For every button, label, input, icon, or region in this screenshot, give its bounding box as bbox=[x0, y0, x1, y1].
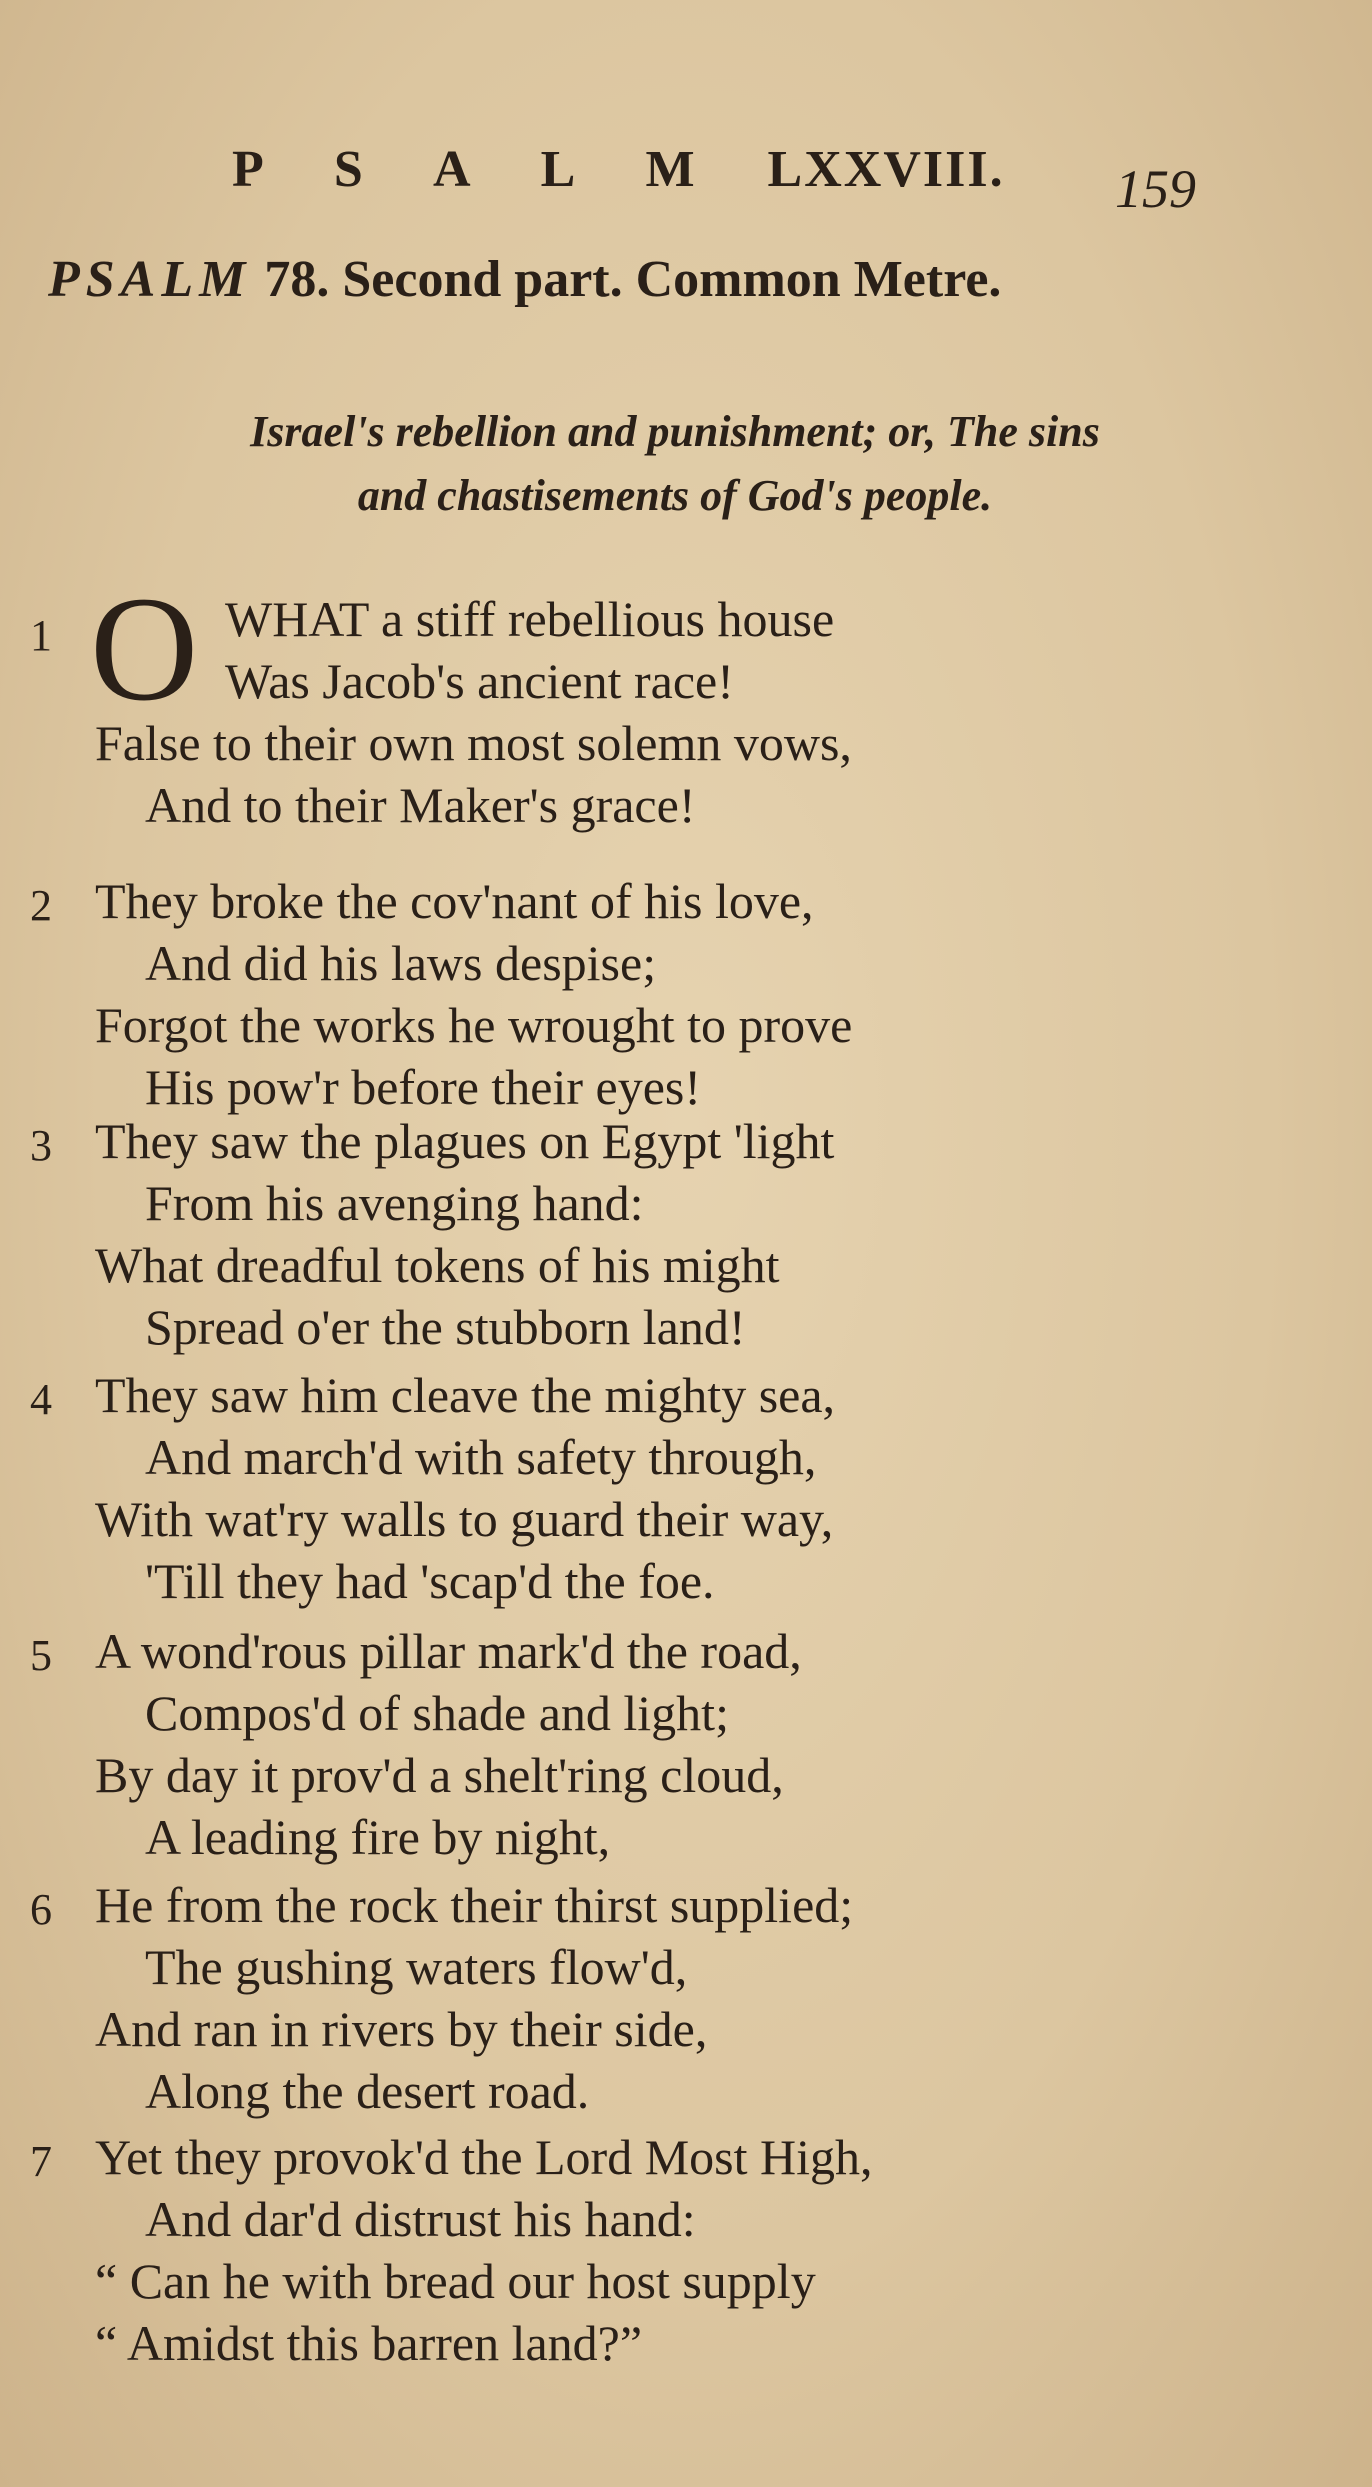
page-number: 159 bbox=[1115, 159, 1196, 219]
stanza-number: 7 bbox=[30, 2137, 52, 2186]
subtitle-line-1: Israel's rebellion and punishment; or, The sins bbox=[250, 407, 1100, 456]
verse-line: A leading fire by night, bbox=[145, 1809, 611, 1865]
verse-line: “ Amidst this barren land?” bbox=[95, 2315, 643, 2371]
stanza-number: 2 bbox=[30, 881, 52, 930]
verse-line: Compos'd of shade and light; bbox=[145, 1685, 729, 1741]
stanza-number: 6 bbox=[30, 1885, 52, 1934]
verse-line: Forgot the works he wrought to prove bbox=[95, 997, 853, 1053]
verse-line: With wat'ry walls to guard their way, bbox=[95, 1491, 834, 1547]
stanza-number: 4 bbox=[30, 1375, 52, 1424]
stanza-number: 5 bbox=[30, 1631, 52, 1680]
psalm-heading bbox=[48, 250, 1328, 309]
verse-line: What dreadful tokens of his might bbox=[95, 1237, 780, 1293]
verse-line: He from the rock their thirst supplied; bbox=[95, 1877, 854, 1933]
subtitle-line-2: and chastisements of God's people. bbox=[357, 471, 993, 520]
verse-line: Was Jacob's ancient race! bbox=[225, 653, 734, 709]
running-title-numeral: LXXVIII. bbox=[767, 141, 1005, 198]
verse-line: “ Can he with bread our host supply bbox=[95, 2253, 816, 2309]
verse-line: 'Till they had 'scap'd the foe. bbox=[145, 1553, 715, 1609]
verse-line: And march'd with safety through, bbox=[145, 1429, 817, 1485]
verse-line: His pow'r before their eyes! bbox=[145, 1059, 702, 1115]
verse-line: And ran in rivers by their side, bbox=[95, 2001, 708, 2057]
stanza-number: 3 bbox=[30, 1121, 52, 1170]
verse-line: Along the desert road. bbox=[145, 2063, 590, 2119]
running-title-word: P S A L M bbox=[232, 141, 725, 198]
verse-line: A wond'rous pillar mark'd the road, bbox=[95, 1623, 802, 1679]
drop-cap: O bbox=[90, 566, 199, 732]
verse-line: They broke the cov'nant of his love, bbox=[95, 873, 814, 929]
verse-line: By day it prov'd a shelt'ring cloud, bbox=[95, 1747, 784, 1803]
verse-line: Yet they provok'd the Lord Most High, bbox=[95, 2129, 873, 2185]
verse-line: From his avenging hand: bbox=[145, 1175, 644, 1231]
verse-line: False to their own most solemn vows, bbox=[95, 715, 852, 771]
stanza-number: 1 bbox=[30, 611, 52, 660]
psalm-part-metre: 78. Second part. Common Metre. bbox=[264, 251, 1002, 308]
verse-line: They saw the plagues on Egypt 'light bbox=[95, 1113, 835, 1169]
psalm-subtitle bbox=[50, 400, 1300, 528]
running-title bbox=[232, 140, 1005, 199]
verse-line: And did his laws despise; bbox=[145, 935, 657, 991]
verse-line: WHAT a stiff rebellious house bbox=[225, 591, 835, 647]
verse-line: The gushing waters flow'd, bbox=[145, 1939, 688, 1995]
psalm-label: PSALM bbox=[48, 251, 252, 308]
verse-line: Spread o'er the stubborn land! bbox=[145, 1299, 746, 1355]
verse-line: And dar'd distrust his hand: bbox=[145, 2191, 696, 2247]
verse-line: And to their Maker's grace! bbox=[145, 777, 696, 833]
verse-line: They saw him cleave the mighty sea, bbox=[95, 1367, 836, 1423]
